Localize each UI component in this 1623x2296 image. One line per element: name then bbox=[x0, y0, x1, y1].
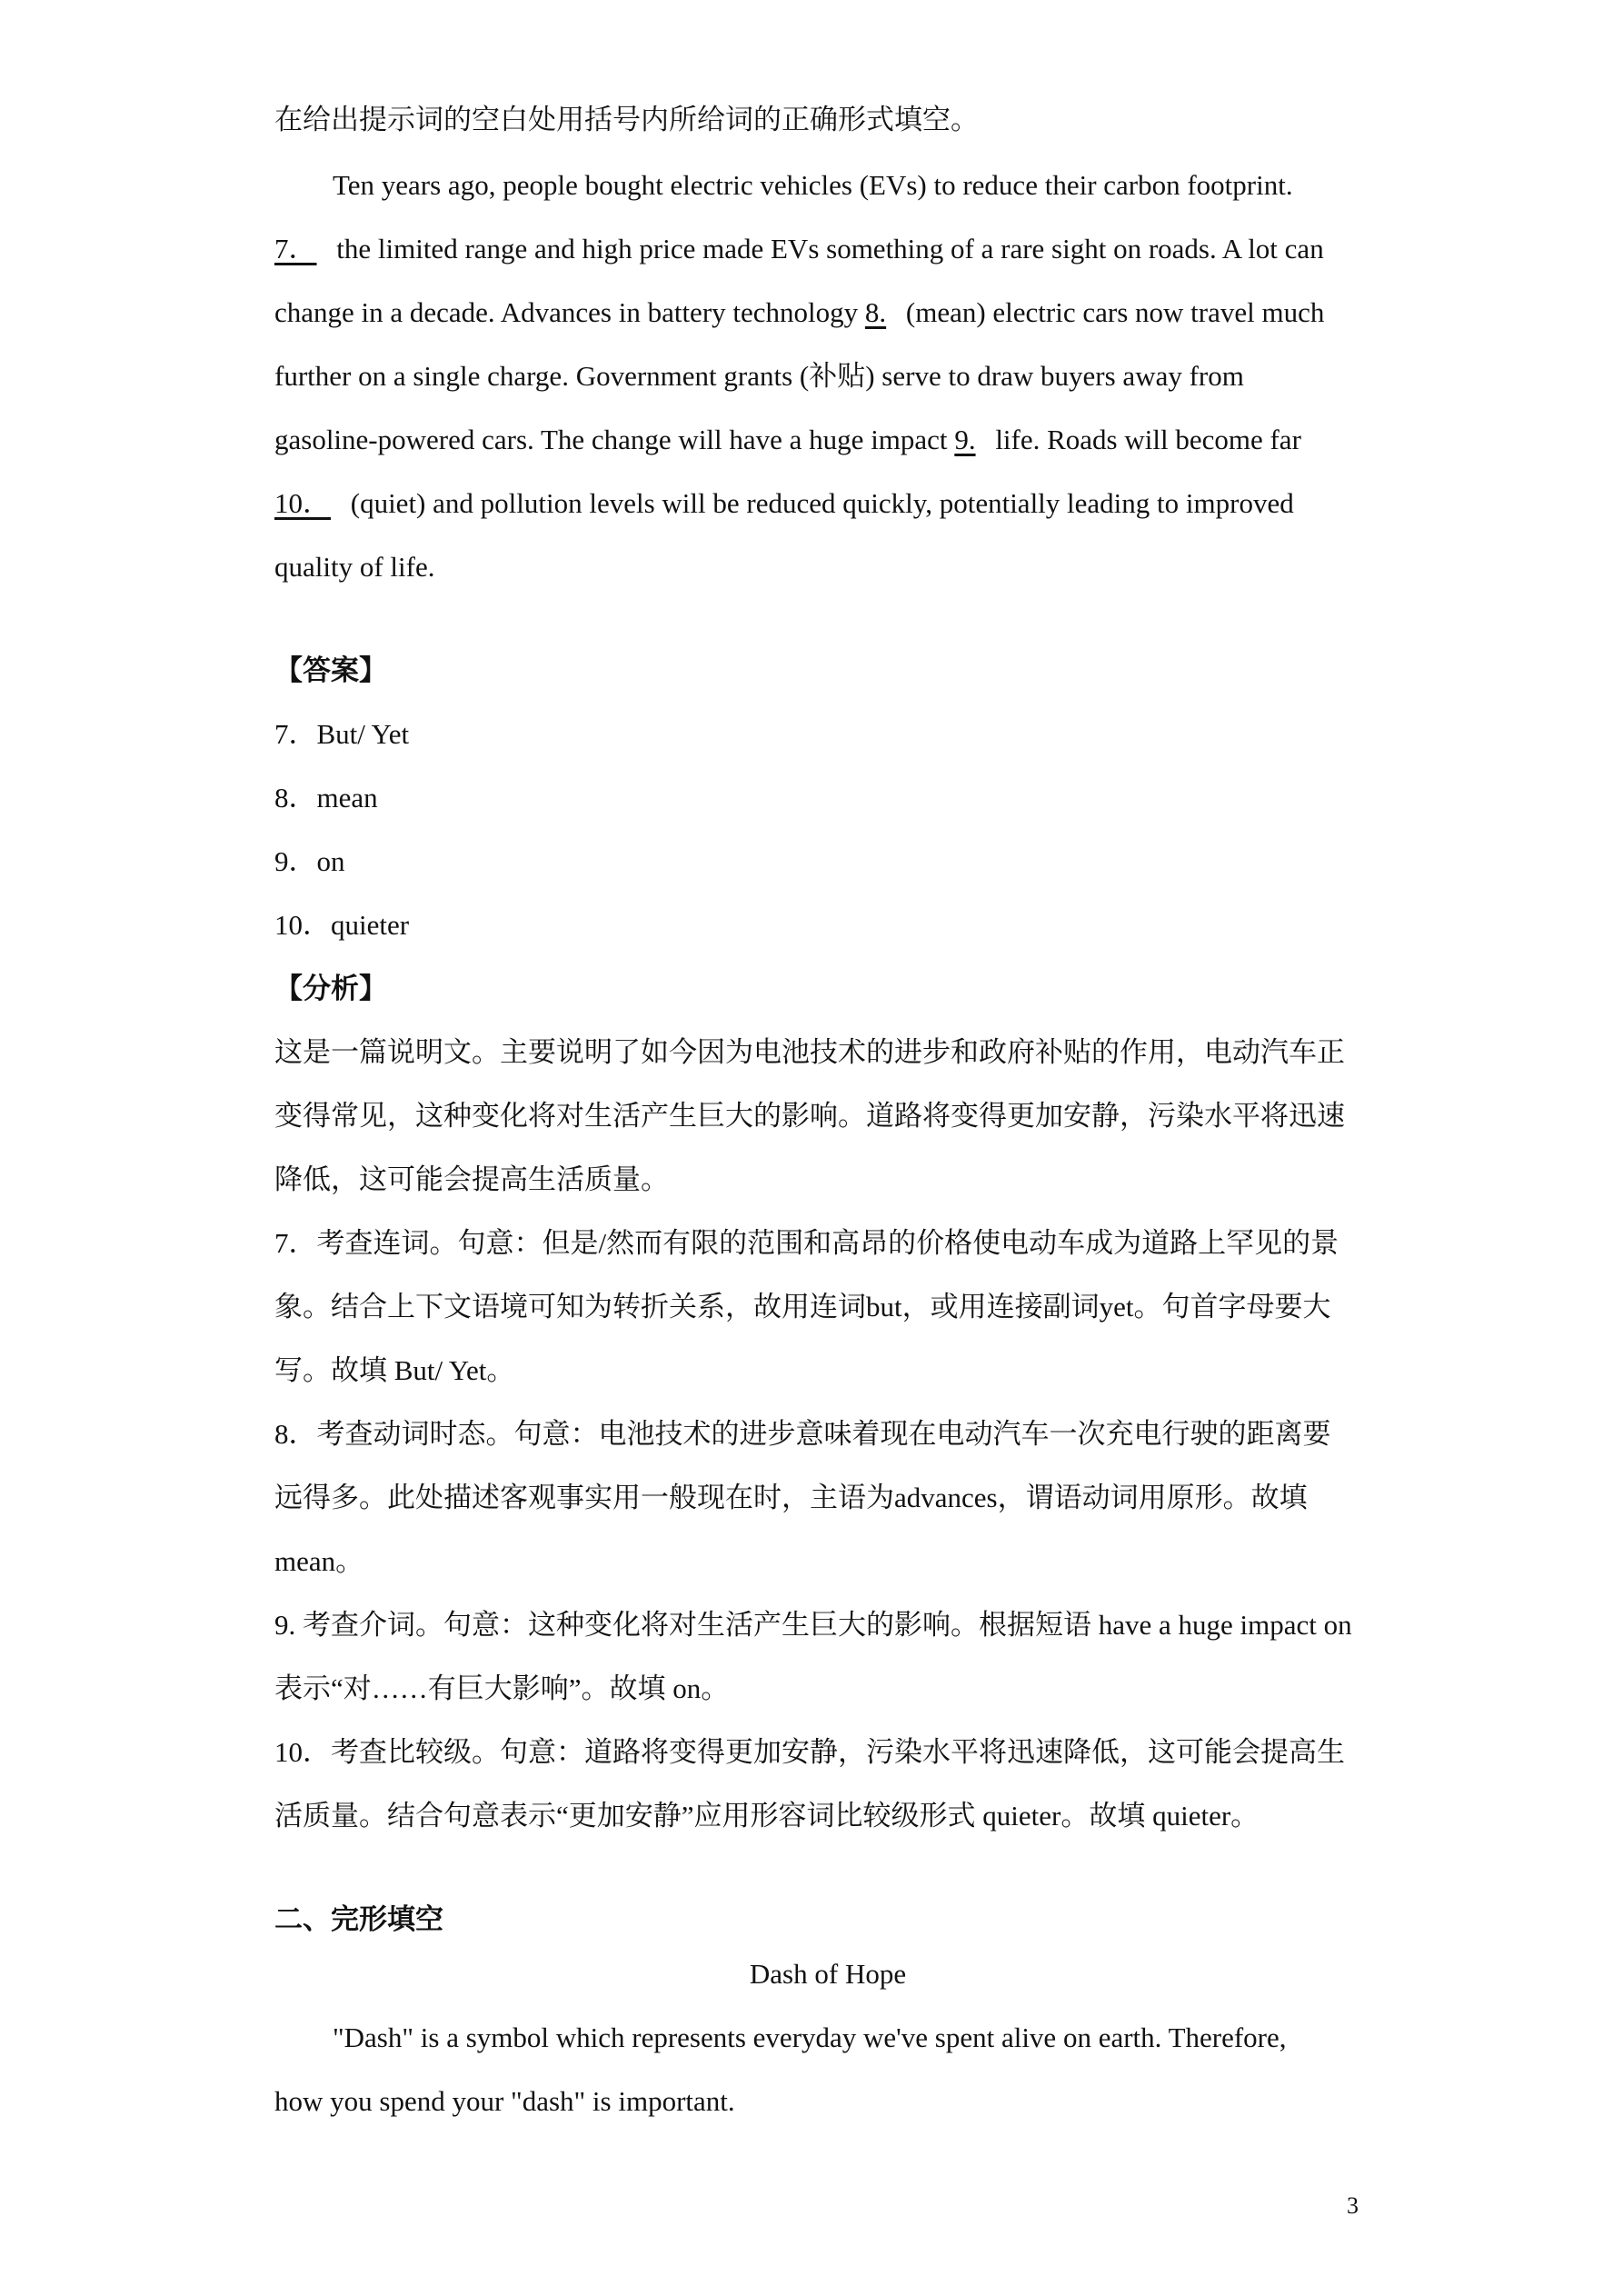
passage-line-1: Ten years ago, people bought electric vehicles (EVs) to reduce their carbon footprint. bbox=[333, 169, 1293, 201]
blank-9: 9. bbox=[954, 424, 976, 455]
passage-text: change in a decade. Advances in battery technology bbox=[274, 296, 865, 328]
answer-item: 9．on bbox=[274, 845, 345, 877]
analysis-line: mean。 bbox=[274, 1545, 364, 1577]
analysis-line: 变得常见，这种变化将对生活产生巨大的影响。道路将变得更加安静，污染水平将迅速 bbox=[274, 1100, 1345, 1132]
blank-7: 7． bbox=[274, 233, 317, 265]
instruction-line: 在给出提示词的空白处用括号内所给词的正确形式填空。 bbox=[274, 104, 979, 135]
analysis-line: 7．考查连词。句意：但是/然而有限的范围和高昂的价格使电动车成为道路上罕见的景 bbox=[274, 1227, 1339, 1259]
passage-text: gasoline-powered cars. The change will have a huge impact bbox=[274, 424, 955, 455]
analysis-line: 10．考查比较级。句意：道路将变得更加安静，污染水平将迅速降低，这可能会提高生 bbox=[274, 1736, 1345, 1768]
section2-line: how you spend your "dash" is important. bbox=[274, 2085, 735, 2117]
passage-text: (mean) electric cars now travel much bbox=[899, 296, 1325, 328]
answer-heading: 【答案】 bbox=[274, 654, 387, 687]
passage-line-7: quality of life. bbox=[274, 551, 435, 583]
passage-line-6 bbox=[274, 485, 1294, 522]
blank-10: 10． bbox=[274, 487, 331, 519]
analysis-line: 降低，这可能会提高生活质量。 bbox=[274, 1163, 669, 1195]
analysis-heading: 【分析】 bbox=[274, 973, 387, 1005]
passage-text: the limited range and high price made EVs something of a rare sight on roads. A lot can bbox=[336, 233, 1324, 265]
passage-line-2 bbox=[274, 231, 1324, 267]
analysis-line: 表示“对……有巨大影响”。故填 on。 bbox=[274, 1672, 730, 1704]
section2-title: Dash of Hope bbox=[749, 1958, 907, 1990]
section2-heading: 二、完形填空 bbox=[274, 1903, 443, 1936]
passage-text: life. Roads will become far bbox=[988, 424, 1301, 455]
analysis-line: 象。结合上下文语境可知为转折关系，故用连词but，或用连接副词yet。句首字母要大 bbox=[274, 1291, 1331, 1323]
analysis-line: 9. 考查介词。句意：这种变化将对生活产生巨大的影响。根据短语 have a huge impact on bbox=[274, 1609, 1352, 1641]
analysis-line: 写。故填 But/ Yet。 bbox=[274, 1354, 515, 1386]
page-number: 3 bbox=[1347, 2192, 1359, 2219]
analysis-line: 这是一篇说明文。主要说明了如今因为电池技术的进步和政府补贴的作用，电动汽车正 bbox=[274, 1036, 1345, 1068]
passage-line-4: further on a single charge. Government grants (补贴) serve to draw buyers away from bbox=[274, 360, 1244, 392]
passage-line-5 bbox=[274, 422, 1301, 458]
answer-item: 10．quieter bbox=[274, 909, 410, 941]
analysis-line: 远得多。此处描述客观事实用一般现在时，主语为advances，谓语动词用原形。故填 bbox=[274, 1482, 1308, 1513]
answer-item: 8．mean bbox=[274, 782, 378, 814]
analysis-line: 活质量。结合句意表示“更加安静”应用形容词比较级形式 quieter。故填 quieter。 bbox=[274, 1800, 1260, 1832]
blank-8: 8. bbox=[864, 296, 887, 328]
analysis-line: 8．考查动词时态。句意：电池技术的进步意味着现在电动汽车一次充电行驶的距离要 bbox=[274, 1418, 1331, 1450]
passage-line-3 bbox=[274, 294, 1324, 331]
answer-item: 7．But/ Yet bbox=[274, 718, 410, 750]
passage-text: (quiet) and pollution levels will be reduced quickly, potentially leading to improved bbox=[344, 487, 1294, 519]
section2-line: "Dash" is a symbol which represents everyday we've spent alive on earth. Therefore, bbox=[333, 2021, 1287, 2053]
